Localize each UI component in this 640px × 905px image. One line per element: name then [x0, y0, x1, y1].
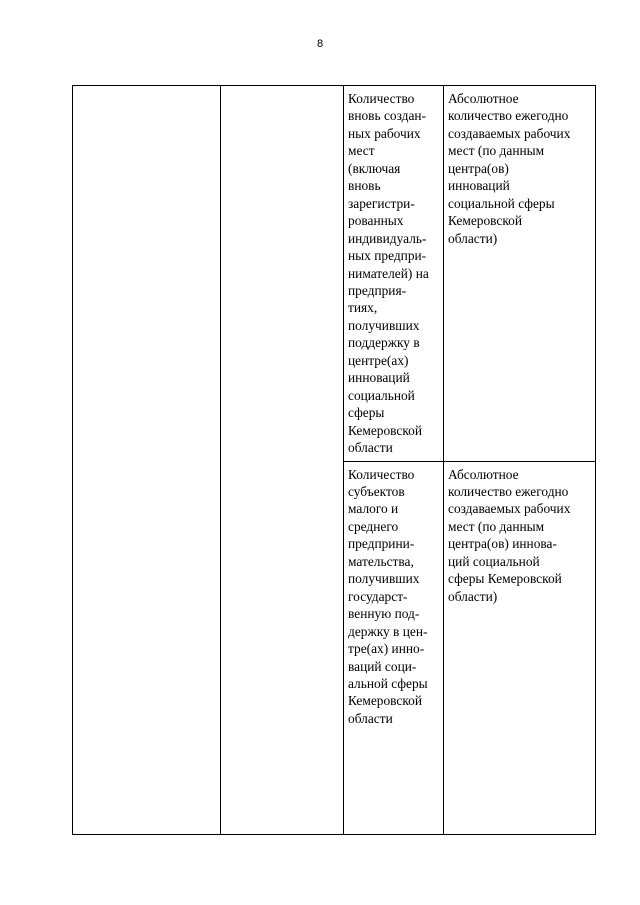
method-text: Абсолютное количество ежегодно создаваемых рабочих мест (по данным центра(ов) инноваций социальной сферы Кемеровской области) — [448, 91, 571, 246]
method-cell — [444, 461, 596, 834]
indicators-table — [72, 85, 596, 835]
empty-cell-col1 — [73, 86, 221, 835]
indicator-text: Количество субъектов малого и среднего предприни- мательства, получивших государст- венную под- держку в цен- тре(ах) инно- ваций соци- альной сферы Кемеровской области — [348, 466, 428, 726]
indicator-cell — [344, 86, 444, 462]
page-number: 8 — [316, 38, 324, 50]
table-row — [73, 86, 596, 462]
method-cell — [444, 86, 596, 462]
indicator-text: Количество вновь создан- ных рабочих мест (включая вновь зарегистри- рованных индивидуаль- ных предпри- нимателей) на предприя- тиях, получивших поддержку в центре(ах) инноваций социальной сферы Кемеровской области — [348, 91, 429, 456]
empty-cell-col2 — [221, 86, 344, 835]
method-text: Абсолютное количество ежегодно создаваемых рабочих мест (по данным центра(ов) иннова- ций социальной сферы Кемеровской области) — [448, 466, 571, 604]
indicator-cell — [344, 461, 444, 834]
